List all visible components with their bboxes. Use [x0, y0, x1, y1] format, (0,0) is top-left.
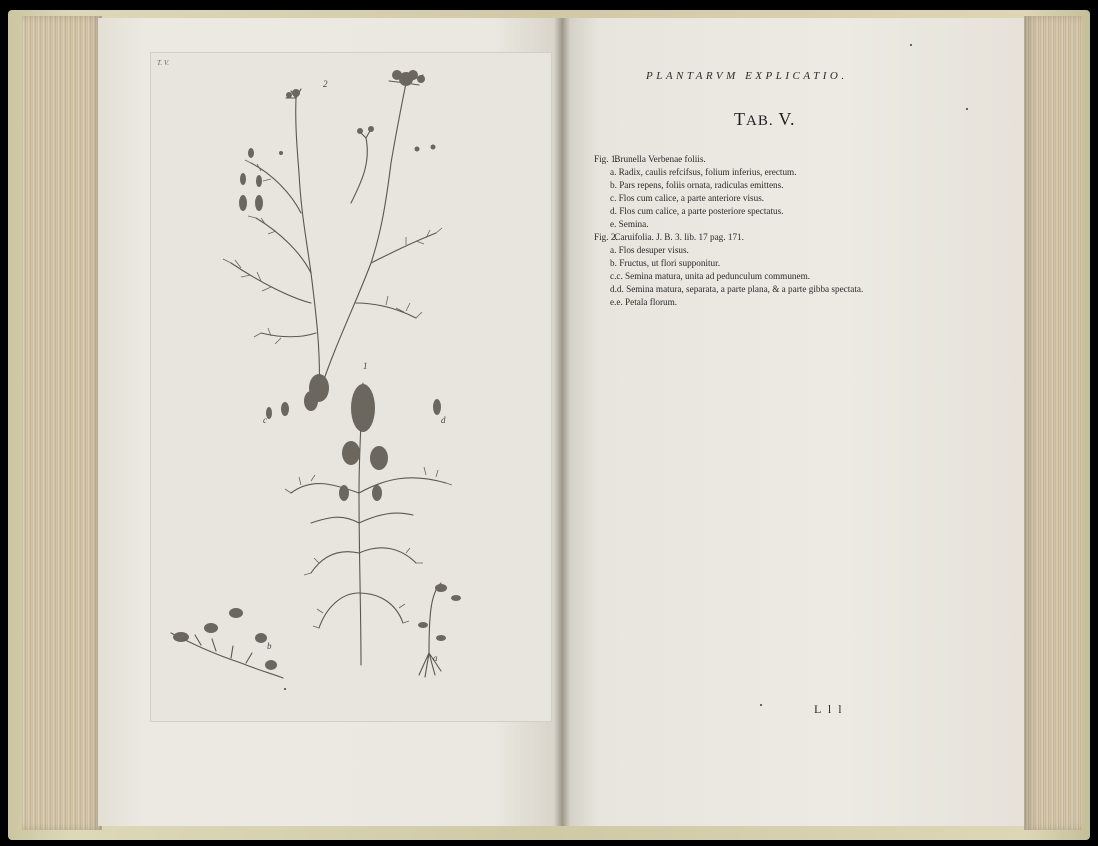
- paper-speck: [910, 44, 912, 46]
- figure2-item: d.d. Semina matura, separata, a parte plana, & a parte gibba spectata.: [610, 284, 864, 294]
- page-number: L l l: [814, 702, 844, 716]
- figure1-item: a. Radix, caulis refcifsus, folium inferius, erectum.: [610, 167, 797, 177]
- table-title-middle: AB.: [746, 113, 774, 129]
- figure2-item: b. Fructus, ut flori supponitur.: [610, 258, 720, 268]
- figure1-item: c. Flos cum calice, a parte anteriore visus.: [610, 193, 765, 203]
- figure2-label: Fig. 2.: [594, 232, 618, 242]
- right-page-edges: [1024, 16, 1082, 830]
- label-d: d: [441, 415, 446, 425]
- plate-mark: T. V.: [157, 59, 169, 67]
- figure2-heading: [594, 231, 863, 244]
- paper-speck: [760, 704, 762, 706]
- table-title-suffix: V.: [778, 109, 796, 129]
- book-gutter: [554, 18, 570, 826]
- figure2-title: Caruifolia. J. B. 3. lib. 17 pag. 171.: [614, 232, 744, 242]
- label-a: a: [433, 653, 438, 663]
- figure2-item: e.e. Petala florum.: [610, 297, 678, 307]
- botanical-plate: [150, 52, 552, 722]
- fig1-label: 1: [363, 361, 368, 371]
- right-page: [562, 18, 1024, 826]
- fig2-label: 2: [323, 79, 328, 89]
- figure2-item: c.c. Semina matura, unita ad pedunculum communem.: [610, 271, 811, 281]
- table-title: [734, 109, 796, 130]
- label-c: c: [263, 415, 267, 425]
- figure2-item: a. Flos desuper visus.: [610, 245, 689, 255]
- figure1-caption: [594, 153, 797, 231]
- left-page-edges: [22, 16, 102, 830]
- figure1-item: e. Semina.: [610, 219, 649, 229]
- figure2-caption: [594, 231, 863, 309]
- figure1-item: d. Flos cum calice, a parte posteriore spectatus.: [610, 206, 784, 216]
- paper-speck: [966, 108, 968, 110]
- table-title-prefix: T: [734, 109, 746, 129]
- figure1-title: Brunella Verbenae foliis.: [614, 154, 706, 164]
- figure1-label: Fig. 1.: [594, 154, 618, 164]
- paper-speck: [284, 688, 286, 690]
- botanical-illustration: [151, 53, 551, 721]
- figure1-heading: [594, 153, 797, 166]
- running-head: PLANTARVM EXPLICATIO.: [646, 70, 848, 82]
- figure1-item: b. Pars repens, foliis ornata, radiculas emittens.: [610, 180, 784, 190]
- label-b: b: [267, 641, 272, 651]
